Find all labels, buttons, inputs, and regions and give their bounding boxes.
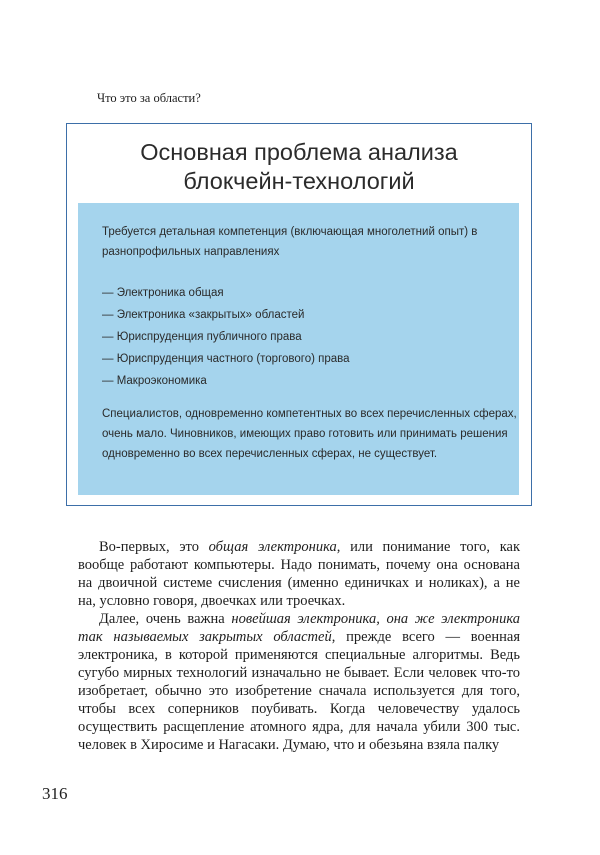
slide-figure <box>66 123 532 506</box>
list-item: — Электроника общая <box>102 287 224 299</box>
competence-list <box>102 283 350 393</box>
slide-title <box>67 138 531 196</box>
list-item: — Макроэкономика <box>102 375 207 387</box>
paragraph-1 <box>78 538 520 610</box>
paragraph-2-emphasis: новейшая электроника, она же электроника так называемых закрытых областей <box>78 611 521 645</box>
paragraph-1-emphasis: общая электроника <box>208 539 337 555</box>
slide-content-panel <box>78 203 519 495</box>
slide-title-line-2: блокчейн-технологий <box>183 168 415 194</box>
paragraph-2-text: Далее, очень важна <box>99 611 232 627</box>
requirement-text: Требуется детальная компетенция (включающая многолетний опыт) в разнопрофильных направлениях <box>102 226 478 258</box>
page-number: 316 <box>42 784 68 803</box>
paragraph-2 <box>78 610 520 754</box>
paragraph-1-text-cont: , или понимание того, как вообще работают компьютеры. Надо понимать, почему она основана на двоичной системе счисления (именно единичках и ноликах), а не на, условно говоря, двоечках или троечках. <box>78 539 520 609</box>
paragraph-2-text-cont: , прежде всего — военная электроника, в которой применяются специальные алгоритмы. Ведь сугубо мирных технологий изначально не бывает. Если человек что-то изобретает, обычно это изобретение сначала используется для того, чтобы всех соперников поубивать. Когда человечеству удалось осуществить расщепление атомного ядра, для начала убили 300 тыс. человек в Хиросиме и Нагасаки. Думаю, что и обезьяна взяла палку <box>78 629 520 753</box>
conclusion-note: Специалистов, одновременно компетентных во всех перечисленных сферах, очень мало. Чиновников, имеющих право готовить или принимать решения одновременно во всех перечисленных сферах, не существует. <box>102 408 517 460</box>
list-item: — Юриспруденция публичного права <box>102 331 302 343</box>
paragraph-1-text: Во-первых, это <box>99 539 209 555</box>
intro-question: Что это за области? <box>97 91 201 105</box>
slide-title-line-1: Основная проблема анализа <box>140 139 458 165</box>
list-item: — Юриспруденция частного (торгового) права <box>102 353 350 365</box>
list-item: — Электроника «закрытых» областей <box>102 309 305 321</box>
body-text <box>78 538 520 754</box>
